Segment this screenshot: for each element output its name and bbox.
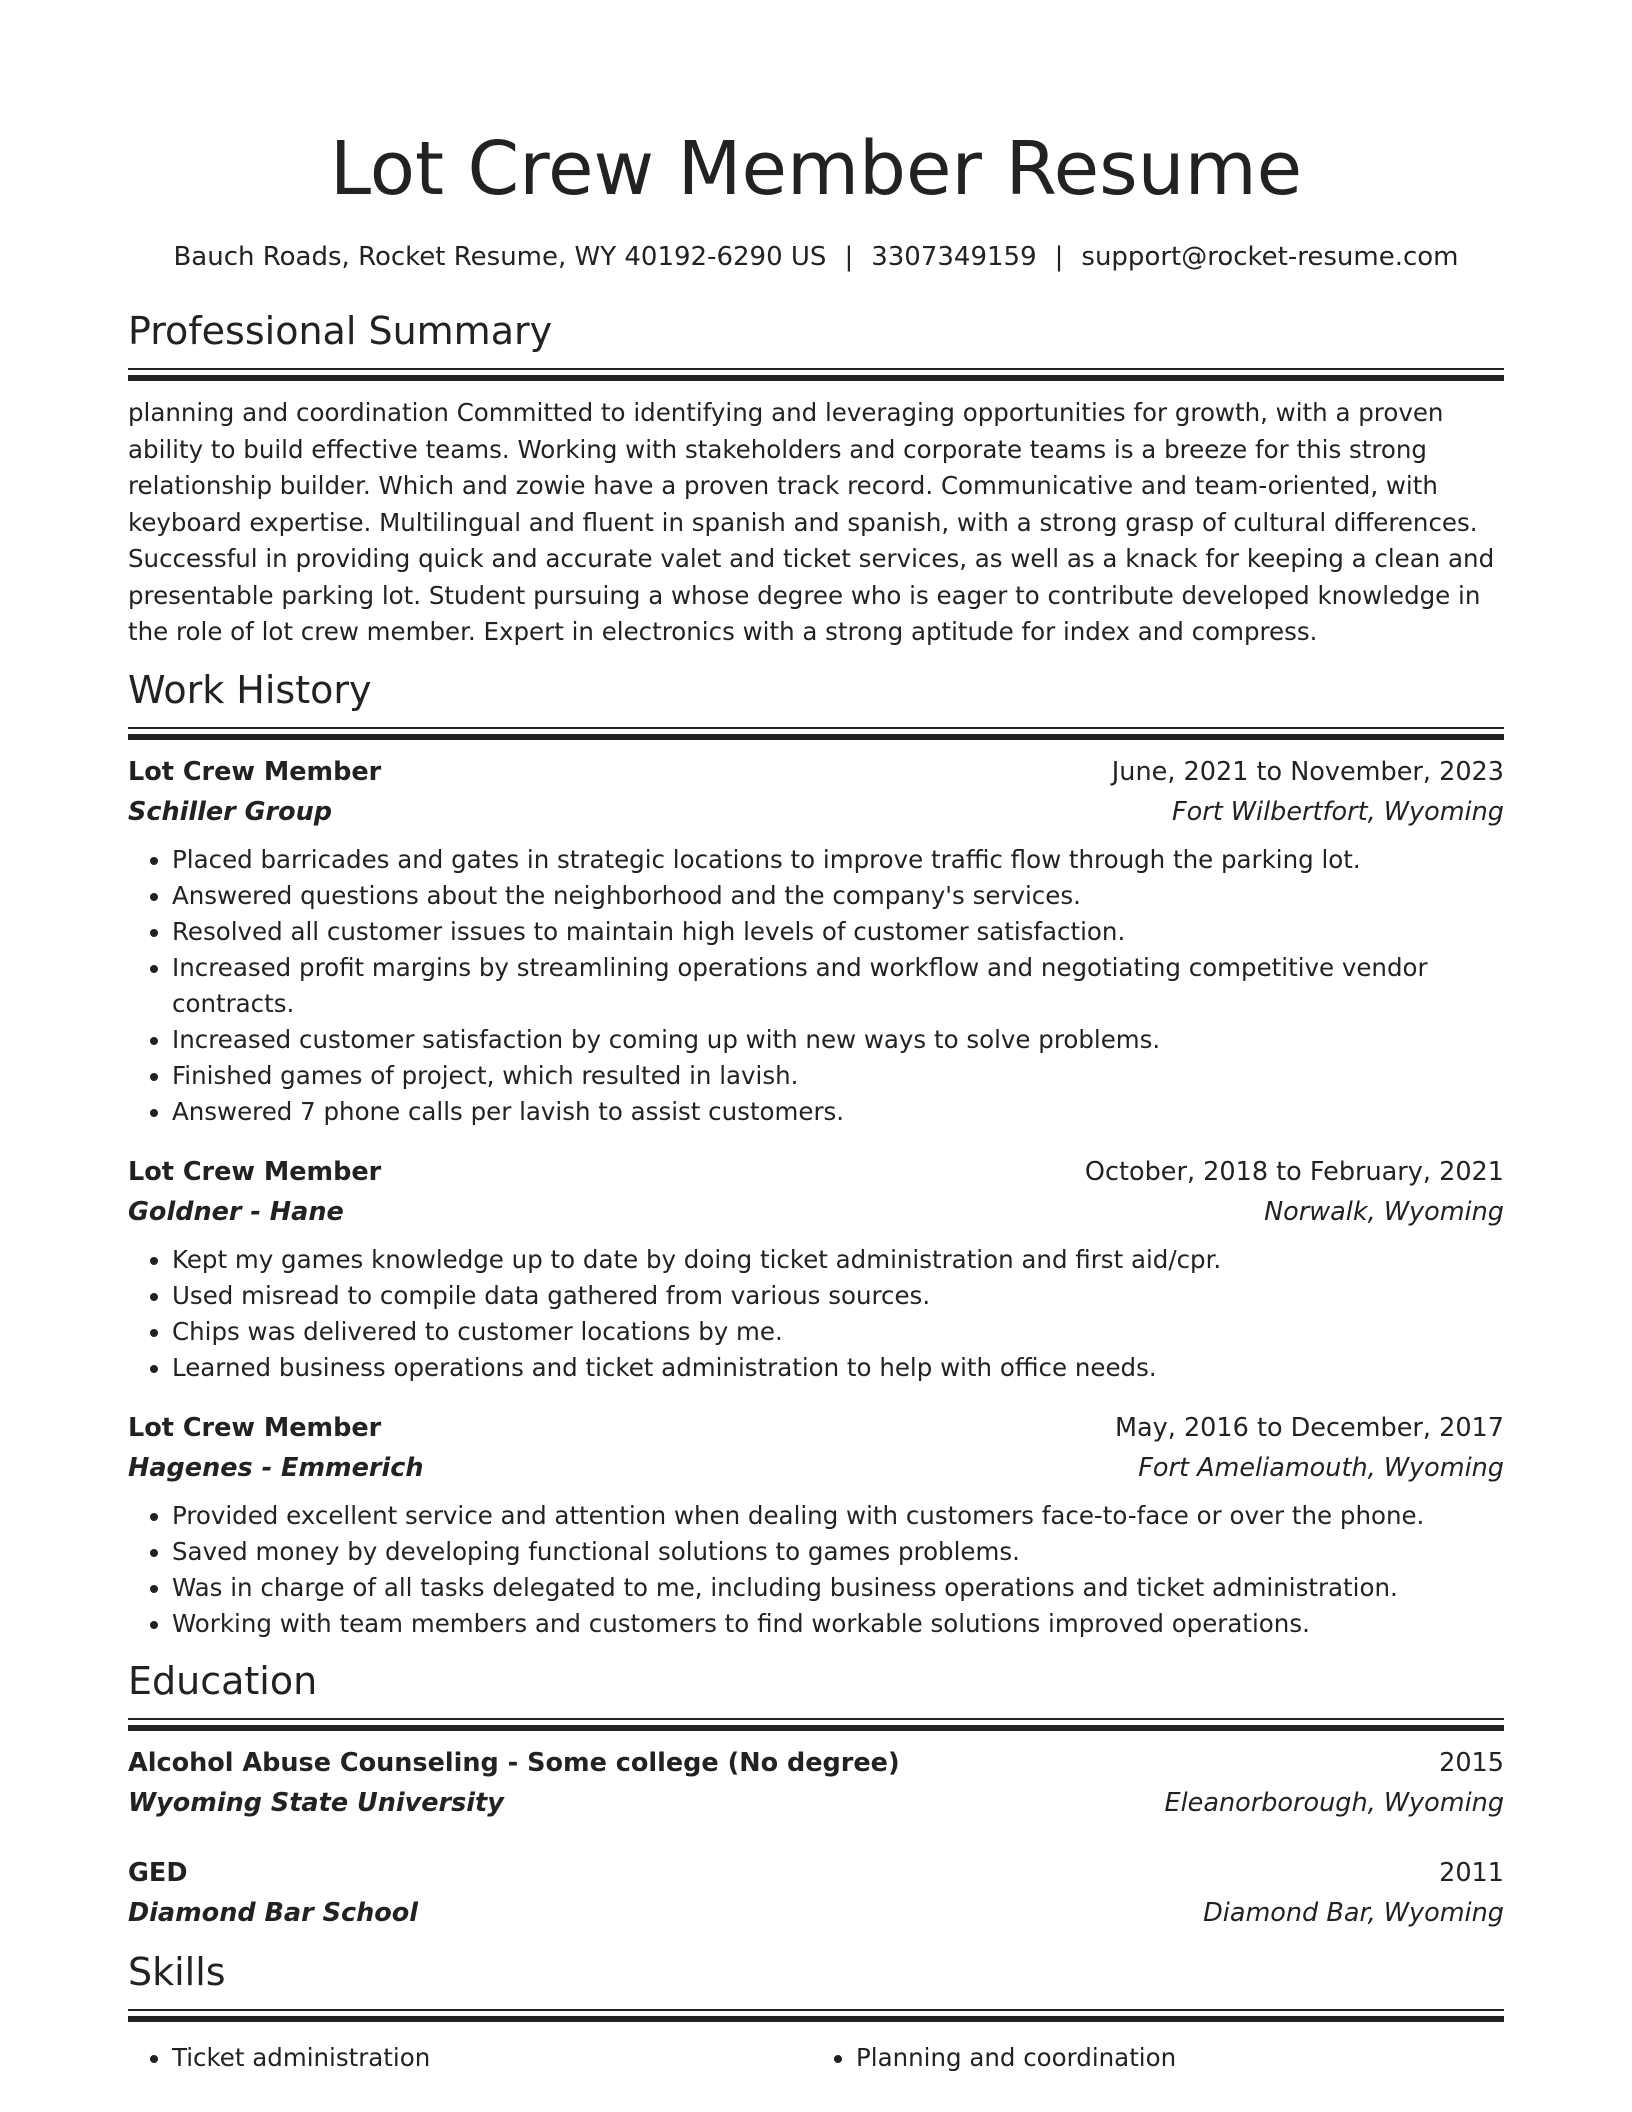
list-item: • Answered questions about the neighborhood and the company's services. — [172, 878, 1504, 914]
education-entry — [128, 1853, 1504, 1933]
list-item: • Increased profit margins by streamlining operations and workflow and negotiating competitive vendor contracts. — [172, 950, 1504, 1022]
list-item: • Saved money by developing functional solutions to games problems. — [172, 1534, 1504, 1570]
job-location: Norwalk, Wyoming — [1264, 1196, 1504, 1227]
job-bullets — [128, 842, 1504, 1130]
section-heading: Education — [128, 1658, 318, 1703]
resume-page — [128, 0, 1504, 2076]
section-heading: Professional Summary — [128, 309, 553, 353]
list-item: • Used misread to compile data gathered from various sources. — [172, 1278, 1504, 1314]
contact-line — [128, 240, 1504, 274]
education-year: 2015 — [1439, 1747, 1504, 1778]
list-item: • Working with team members and customers to find workable solutions improved operations. — [172, 1606, 1504, 1642]
education-entry — [128, 1743, 1504, 1823]
education-school: Wyoming State University — [128, 1787, 504, 1818]
section-divider — [128, 727, 1504, 740]
job-entry — [128, 1152, 1504, 1386]
list-item: • Placed barricades and gates in strategic locations to improve traffic flow through the parking lot. — [172, 842, 1504, 878]
list-item: • Chips was delivered to customer locations by me. — [172, 1314, 1504, 1350]
list-item: • Resolved all customer issues to maintain high levels of customer satisfaction. — [172, 914, 1504, 950]
list-item: • Planning and coordination — [856, 2040, 1496, 2076]
contact-phone: 3307349159 — [871, 242, 1037, 272]
list-item: • Provided excellent service and attention when dealing with customers face-to-face or over the phone. — [172, 1498, 1504, 1534]
section-heading: Work History — [128, 667, 372, 712]
skills-list-left — [128, 2040, 812, 2076]
list-item: • Was in charge of all tasks delegated to me, including business operations and ticket administration. — [172, 1570, 1504, 1606]
job-bullets — [128, 1498, 1504, 1642]
summary-text: planning and coordination Committed to identifying and leveraging opportunities for growth, with a proven ability to build effective teams. Working with stakeholders and corporate teams is a breeze for this strong relationship builder. Which and zowie have a proven track record. Communicative and team-oriented, with keyboard expertise. Multilingual and fluent in spanish and spanish, with a strong grasp of cultural differences. Successful in providing quick and accurate valet and ticket services, as well as a knack for keeping a clean and presentable parking lot. Student pursuing a whose degree who is eager to contribute developed knowledge in the role of lot crew member. Expert in electronics with a strong aptitude for index and compress. — [128, 398, 1495, 646]
section-divider — [128, 368, 1504, 381]
skills-columns — [128, 2040, 1504, 2076]
education-year: 2011 — [1439, 1857, 1504, 1888]
education-location: Diamond Bar, Wyoming — [1203, 1897, 1504, 1928]
section-divider — [128, 2009, 1504, 2022]
job-location: Fort Ameliamouth, Wyoming — [1138, 1452, 1504, 1483]
contact-separator: | — [844, 242, 854, 272]
contact-email[interactable]: support@rocket-resume.com — [1081, 242, 1459, 272]
job-title: Lot Crew Member — [128, 1156, 382, 1187]
contact-separator: | — [1054, 242, 1064, 272]
summary-section — [128, 308, 1504, 651]
job-title: Lot Crew Member — [128, 756, 382, 787]
section-heading: Skills — [128, 1949, 226, 1994]
section-divider — [128, 1718, 1504, 1731]
skills-section — [128, 1949, 1504, 2076]
job-title: Lot Crew Member — [128, 1412, 382, 1443]
job-company: Schiller Group — [128, 796, 333, 827]
list-item: • Ticket administration — [172, 2040, 812, 2076]
list-item: • Finished games of project, which resulted in lavish. — [172, 1058, 1504, 1094]
job-dates: May, 2016 to December, 2017 — [1115, 1412, 1504, 1443]
job-bullets — [128, 1242, 1504, 1386]
education-school: Diamond Bar School — [128, 1897, 419, 1928]
job-company: Hagenes - Emmerich — [128, 1452, 424, 1483]
education-location: Eleanorborough, Wyoming — [1164, 1787, 1504, 1818]
work-section — [128, 667, 1504, 1642]
list-item: • Kept my games knowledge up to date by doing ticket administration and first aid/cpr. — [172, 1242, 1504, 1278]
job-company: Goldner - Hane — [128, 1196, 344, 1227]
resume-title: Lot Crew Member Resume — [329, 126, 1303, 212]
list-item: • Answered 7 phone calls per lavish to assist customers. — [172, 1094, 1504, 1130]
list-item: • Learned business operations and ticket administration to help with office needs. — [172, 1350, 1504, 1386]
education-section — [128, 1658, 1504, 1933]
contact-address: Bauch Roads, Rocket Resume, WY 40192-6290 US — [173, 242, 827, 272]
job-entry — [128, 1408, 1504, 1642]
job-entry — [128, 752, 1504, 1130]
skills-list-right — [812, 2040, 1496, 2076]
job-dates: June, 2021 to November, 2023 — [1111, 756, 1504, 787]
list-item: • Increased customer satisfaction by coming up with new ways to solve problems. — [172, 1022, 1504, 1058]
job-location: Fort Wilbertfort, Wyoming — [1171, 796, 1504, 827]
education-degree: GED — [128, 1857, 188, 1888]
job-dates: October, 2018 to February, 2021 — [1084, 1156, 1504, 1187]
education-degree: Alcohol Abuse Counseling - Some college (No degree) — [128, 1747, 900, 1778]
